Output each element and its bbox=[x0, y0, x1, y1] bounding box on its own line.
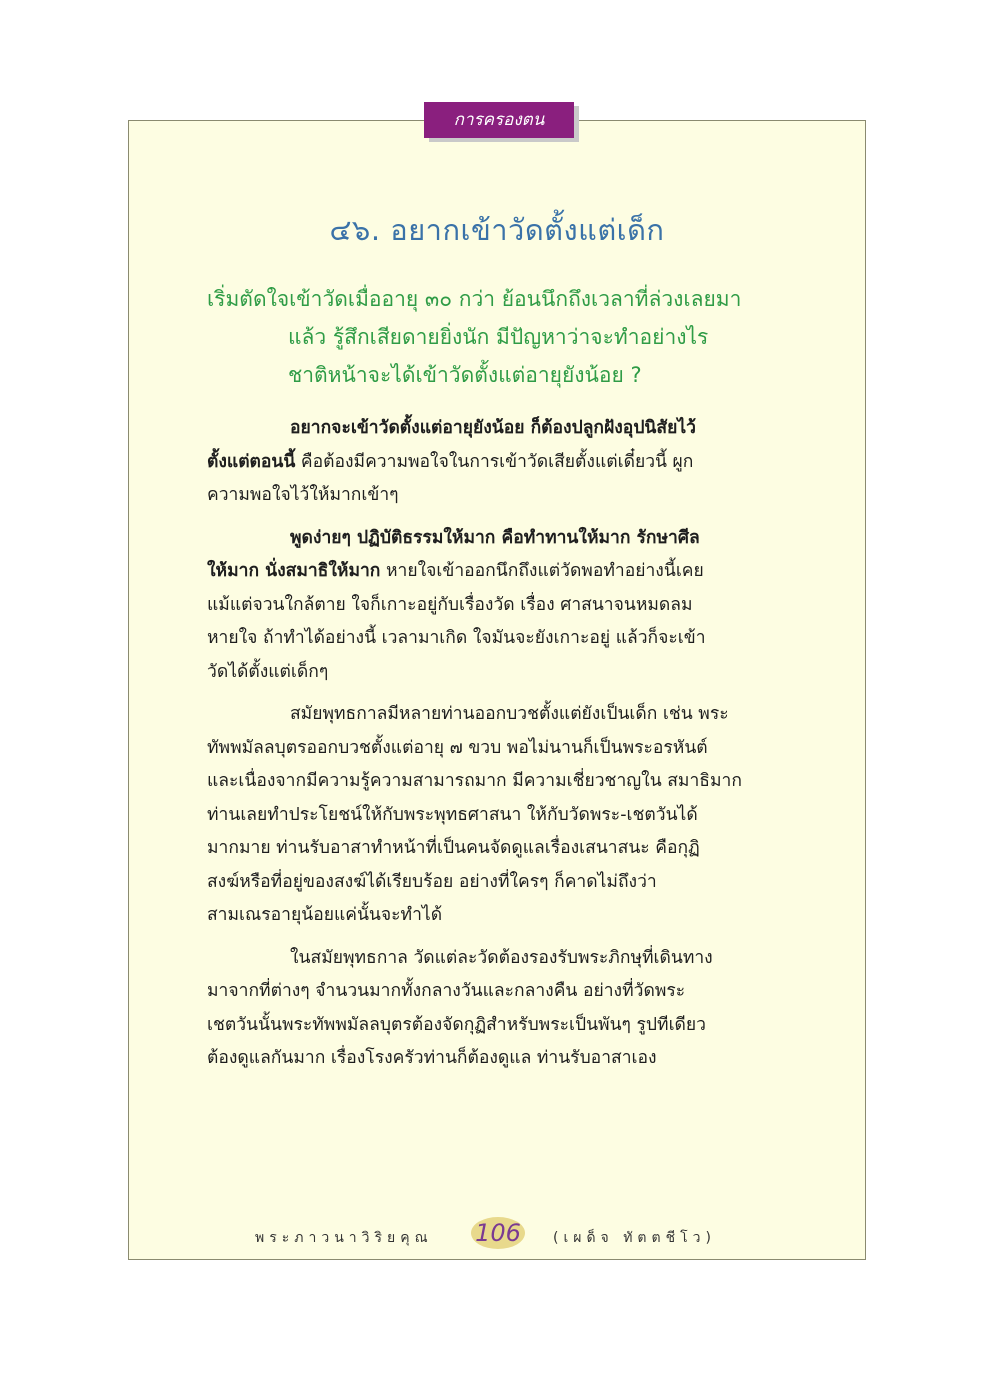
paragraph-line bbox=[207, 522, 797, 556]
paragraph-line: มากมาย ท่านรับอาสาทำหน้าที่เป็นคนจัดดูแลเรื่องเสนาสนะ คือกุฏิ bbox=[207, 838, 700, 858]
question-line-1: เริ่มตัดใจเข้าวัดเมื่ออายุ ๓๐ กว่า ย้อนนึกถึงเวลาที่ล่วงเลยมา bbox=[207, 287, 742, 311]
section-tab: การครองตน bbox=[424, 102, 574, 138]
plain-text: หายใจเข้าออกนึกถึงแต่วัดพอทำอย่างนี้เคย bbox=[380, 561, 704, 581]
paragraph-line: สงฆ์หรือที่อยู่ของสงฆ์ได้เรียบร้อย อย่างที่ใครๆ ก็คาดไม่ถึงว่า bbox=[207, 871, 657, 892]
paragraph-line: และเนื่องจากมีความรู้ความสามารถมาก มีความเชี่ยวชาญใน สมาธิมาก bbox=[207, 771, 742, 791]
chapter-title: ๔๖. อยากเข้าวัดตั้งแต่เด็ก bbox=[329, 213, 665, 247]
paragraph-line: ในสมัยพุทธกาล วัดแต่ละวัดต้องรองรับพระภิกษุที่เดินทาง bbox=[290, 947, 713, 968]
paragraph-line: วัดได้ตั้งแต่เด็กๆ bbox=[207, 661, 329, 682]
paragraph-line: ท่านเลยทำประโยชน์ให้กับพระพุทธศาสนา ให้กับวัดพระ-เชตวันได้ bbox=[207, 804, 698, 825]
question-line-2: แล้ว รู้สึกเสียดายยิ่งนัก มีปัญหาว่าจะทำอย่างไร bbox=[288, 325, 709, 349]
plain-text: คือต้องมีความพอใจในการเข้าวัดเสียตั้งแต่เดี๋ยวนี้ ผูก bbox=[295, 451, 694, 472]
question-line-3: ชาติหน้าจะได้เข้าวัดตั้งแต่อายุยังน้อย ? bbox=[288, 363, 642, 387]
paragraph-line: สามเณรอายุน้อยแค่นั้นจะทำได้ bbox=[207, 905, 443, 925]
paragraph-line: ต้องดูแลกันมาก เรื่องโรงครัวท่านก็ต้องดูแล ท่านรับอาสาเอง bbox=[207, 1048, 657, 1068]
bold-text: อยากจะเข้าวัดตั้งแต่อายุยังน้อย ก็ต้องปลูกฝังอุปนิสัยไว้ bbox=[290, 418, 696, 438]
paragraph-line: สมัยพุทธกาลมีหลายท่านออกบวชตั้งแต่ยังเป็นเด็ก เช่น พระ bbox=[290, 704, 729, 724]
paragraph-line: ความพอใจไว้ให้มากเข้าๆ bbox=[207, 485, 399, 505]
question-block bbox=[207, 280, 807, 394]
bold-text: พูดง่ายๆ ปฏิบัติธรรมให้มาก คือทำทานให้มาก รักษาศีล bbox=[290, 527, 700, 548]
paragraph-2 bbox=[207, 522, 797, 690]
bold-text: ตั้งแต่ตอนนี้ bbox=[207, 451, 296, 472]
paragraph-line bbox=[207, 555, 797, 589]
paragraph-line: แม้แต่จวนใกล้ตาย ใจก็เกาะอยู่กับเรื่องวัด เรื่อง ศาสนาจนหมดลม bbox=[207, 594, 693, 615]
paragraph-4 bbox=[207, 942, 797, 1076]
footer-author-name: (เผด็จ ทัตตชีโว) bbox=[553, 1230, 716, 1246]
paragraph-3 bbox=[207, 698, 797, 933]
paragraph-line bbox=[207, 412, 797, 446]
bold-text: ให้มาก นั่งสมาธิให้มาก bbox=[207, 561, 381, 581]
page-number: 106 bbox=[471, 1217, 525, 1249]
page-footer bbox=[0, 1217, 1000, 1257]
answer-body bbox=[207, 412, 797, 1085]
paragraph-line: ทัพพมัลลบุตรออกบวชตั้งแต่อายุ ๗ ขวบ พอไม่นานก็เป็นพระอรหันต์ bbox=[207, 737, 708, 758]
paragraph-line bbox=[207, 446, 797, 480]
paragraph-line: เชตวันนั้นพระทัพพมัลลบุตรต้องจัดกุฏิสำหรับพระเป็นพันๆ รูปทีเดียว bbox=[207, 1014, 706, 1035]
paragraph-line: หายใจ ถ้าทำได้อย่างนี้ เวลามาเกิด ใจมันจะยังเกาะอยู่ แล้วก็จะเข้า bbox=[207, 628, 706, 648]
footer-author: พระภาวนาวิริยคุณ bbox=[255, 1230, 433, 1246]
paragraph-line: มาจากที่ต่างๆ จำนวนมากทั้งกลางวันและกลางคืน อย่างที่วัดพระ bbox=[207, 981, 686, 1001]
paragraph-1 bbox=[207, 412, 797, 513]
